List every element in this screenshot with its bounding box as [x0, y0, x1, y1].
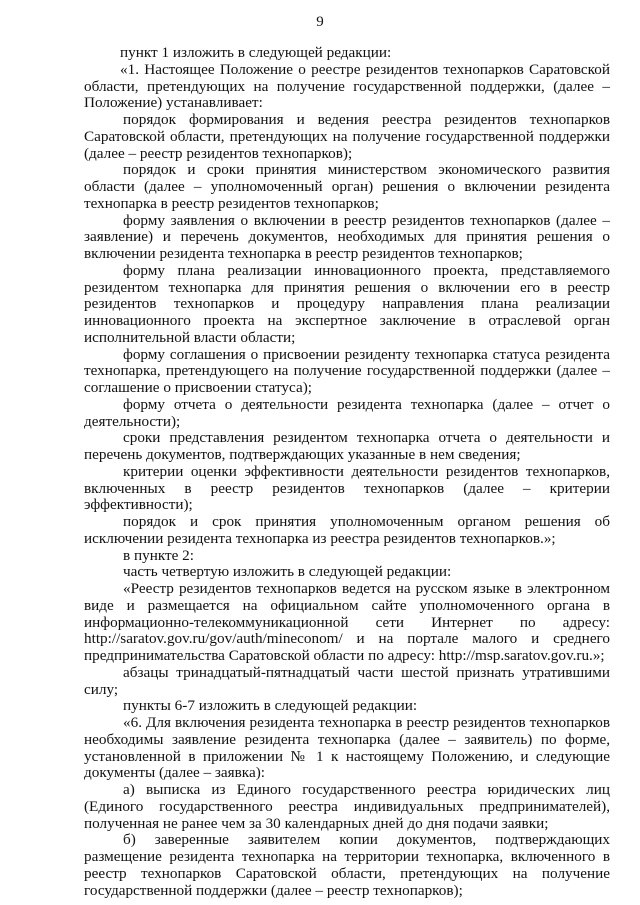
paragraph: абзацы тринадцатый-пятнадцатый части шестой признать утратившими силу;	[84, 663, 610, 698]
paragraph: критерии оценки эффективности деятельности резидентов технопарков, включенных в реестр резидентов технопарков (далее – критерии эффективности);	[84, 462, 610, 514]
paragraph: а) выписка из Единого государственного реестра юридических лиц (Единого государственного реестра индивидуальных предпринимателей), полученная не ранее чем за 30 календарных дней до дня подачи заявки;	[84, 781, 610, 832]
paragraph: «6. Для включения резидента технопарка в реестр резидентов технопарков необходимы заявление резидента технопарка (далее – заявитель) по форме, установленной в приложении № 1 к настоящему Положению, и следующие документы (далее – заявка):	[84, 714, 610, 782]
paragraph: в пункте 2:	[123, 546, 194, 564]
paragraph: порядок формирования и ведения реестра резидентов технопарков Саратовской области, претендующих на получение государственной поддержки (далее – реестр резидентов технопарков);	[84, 111, 610, 162]
paragraph: форму соглашения о присвоении резиденту технопарка статуса резидента технопарка, претендующего на получение государственной поддержки (далее – соглашение о присвоении статуса);	[84, 345, 610, 396]
paragraph: пункт 1 изложить в следующей редакции:	[120, 44, 392, 61]
paragraph: порядок и сроки принятия министерством экономического развития области (далее – уполномоченный орган) решения о включении резидента технопарка в реестр резидентов технопарков;	[84, 161, 610, 212]
paragraph: форму плана реализации инновационного проекта, представляемого резидентом технопарка для принятия решения о включении его в реестр резидентов технопарков и процедуру направления плана реализации инновационного проекта на экспертное заключение в отраслевой орган исполнительной власти области;	[84, 261, 610, 346]
paragraph: порядок и срок принятия уполномоченным органом решения об исключении резидента технопарка из реестра резидентов технопарков.»;	[84, 513, 610, 547]
paragraph: сроки представления резидентом технопарка отчета о деятельности и перечень документов, подтверждающих указанные в нем сведения;	[84, 429, 610, 463]
paragraph: пункты 6-7 изложить в следующей редакции:	[123, 697, 418, 715]
paragraph: форму заявления о включении в реестр резидентов технопарков (далее – заявление) и перечень документов, необходимых для принятия решения о включении резидента технопарка в реестр резидентов технопарков;	[84, 211, 610, 262]
paragraph: часть четвертую изложить в следующей редакции:	[123, 563, 452, 581]
paragraph: «1. Настоящее Положение о реестре резидентов технопарков Саратовской области, претендующих на получение государственной поддержки, (далее – Положение) устанавливает:	[84, 60, 610, 112]
paragraph: б) заверенные заявителем копии документов, подтверждающих размещение резидента технопарка на территории технопарка, включенного в реестр технопарков Саратовской области, претендующих на получение государственной поддержки (далее – реестр технопарков);	[84, 831, 610, 899]
page-number: 9	[316, 14, 324, 30]
paragraph: форму отчета о деятельности резидента технопарка (далее – отчет о деятельности);	[84, 395, 610, 430]
document-body	[84, 45, 610, 899]
paragraph: «Реестр резидентов технопарков ведется на русском языке в электронном виде и размещается на официальном сайте уполномоченного органа в информационно-телекоммуникационной сети Интернет по адресу: http://saratov.gov.ru/gov/auth/mineconom/ и на портале малого и среднего предпринимательства Саратовской области по адресу: http://msp.saratov.gov.ru.»;	[84, 580, 610, 664]
